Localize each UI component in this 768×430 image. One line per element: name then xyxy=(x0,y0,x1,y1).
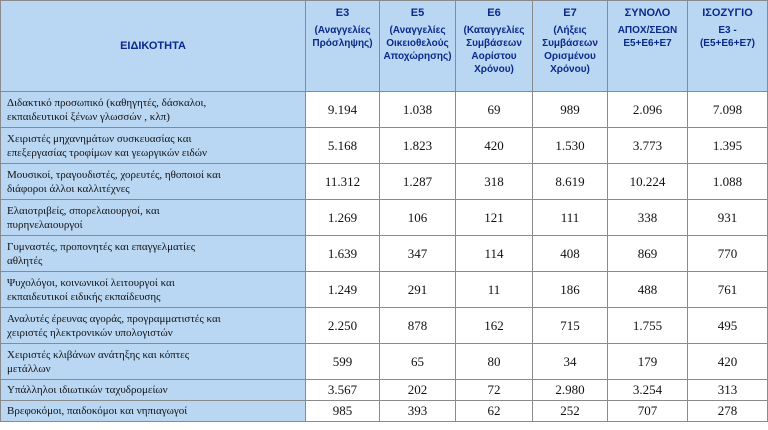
table-row xyxy=(1,128,768,164)
table-row xyxy=(1,401,768,422)
value-cell: 291 xyxy=(380,272,456,308)
value-cell: 2.096 xyxy=(608,92,688,128)
value-cell: 495 xyxy=(688,308,768,344)
specialty-label-line: Μουσικοί, τραγουδιστές, χορευτές, ηθοποιοί και xyxy=(7,168,221,181)
specialty-label xyxy=(1,272,306,308)
specialty-label xyxy=(1,308,306,344)
col-desc: ΑΠΟΧ/ΣΕΩΝ Ε5+Ε6+Ε7 xyxy=(617,25,678,49)
header-row xyxy=(1,1,768,92)
value-cell: 2.250 xyxy=(306,308,380,344)
specialty-label-line: εκπαιδευτικοί ξένων γλωσσών , κλπ) xyxy=(7,110,170,123)
specialty-label xyxy=(1,164,306,200)
col-code: Ε3 xyxy=(335,7,350,19)
value-cell: 1.395 xyxy=(688,128,768,164)
specialty-header: ΕΙΔΙΚΟΤΗΤΑ xyxy=(1,1,306,92)
table-row xyxy=(1,92,768,128)
value-cell: 488 xyxy=(608,272,688,308)
specialty-label xyxy=(1,380,306,401)
value-cell: 313 xyxy=(688,380,768,401)
table-row xyxy=(1,272,768,308)
value-cell: 8.619 xyxy=(533,164,608,200)
col-header-total xyxy=(608,1,688,92)
value-cell: 5.168 xyxy=(306,128,380,164)
value-cell: 9.194 xyxy=(306,92,380,128)
value-cell: 1.823 xyxy=(380,128,456,164)
specialty-label xyxy=(1,344,306,380)
col-desc: Ε3 - (Ε5+Ε6+Ε7) xyxy=(699,25,756,49)
value-cell: 707 xyxy=(608,401,688,422)
col-code: Ε6 xyxy=(487,7,501,19)
col-desc: (Αναγγελίες Οικειοθελούς Αποχώρησης) xyxy=(383,25,452,62)
value-cell: 3.254 xyxy=(608,380,688,401)
value-cell: 186 xyxy=(533,272,608,308)
value-cell: 69 xyxy=(456,92,533,128)
specialty-label-line: πυρηνελαιουργοί xyxy=(7,218,83,231)
table-row xyxy=(1,308,768,344)
specialty-label-line: Βρεφοκόμοι, παιδοκόμοι και νηπιαγωγοί xyxy=(7,405,188,417)
value-cell: 1.088 xyxy=(688,164,768,200)
value-cell: 420 xyxy=(688,344,768,380)
col-header-e5 xyxy=(380,1,456,92)
col-header-e6 xyxy=(456,1,533,92)
col-code: ΙΣΟΖΥΓΙΟ xyxy=(702,7,753,19)
value-cell: 408 xyxy=(533,236,608,272)
value-cell: 420 xyxy=(456,128,533,164)
value-cell: 318 xyxy=(456,164,533,200)
specialty-label-line: Διδακτικό προσωπικό (καθηγητές, δάσκαλοι, xyxy=(7,96,207,109)
specialty-label-line: χειριστές ηλεκτρονικών υπολογιστών xyxy=(7,326,173,339)
value-cell: 278 xyxy=(688,401,768,422)
value-cell: 114 xyxy=(456,236,533,272)
specialty-label-line: διάφοροι άλλοι καλλιτέχνες xyxy=(7,182,130,195)
col-code: Ε5 xyxy=(410,7,425,19)
specialty-label xyxy=(1,200,306,236)
specialty-label-line: αθλητές xyxy=(7,254,43,267)
col-header-e7 xyxy=(533,1,608,92)
value-cell: 715 xyxy=(533,308,608,344)
specialty-label-line: Γυμναστές, προπονητές και επαγγελματίες xyxy=(7,240,196,253)
value-cell: 878 xyxy=(380,308,456,344)
col-code: Ε7 xyxy=(563,7,577,19)
value-cell: 1.038 xyxy=(380,92,456,128)
value-cell: 761 xyxy=(688,272,768,308)
value-cell: 869 xyxy=(608,236,688,272)
value-cell: 252 xyxy=(533,401,608,422)
col-desc: (Αναγγελίες Πρόσληψης) xyxy=(312,25,373,49)
value-cell: 11.312 xyxy=(306,164,380,200)
value-cell: 62 xyxy=(456,401,533,422)
col-desc: (Καταγγελίες Συμβάσεων Αορίστου Χρόνου) xyxy=(463,25,525,75)
value-cell: 10.224 xyxy=(608,164,688,200)
specialty-label-line: Χειριστές μηχανημάτων συσκευασίας και xyxy=(7,132,192,145)
col-desc: (Λήξεις Συμβάσεων Ορισμένου Χρόνου) xyxy=(542,25,598,75)
value-cell: 931 xyxy=(688,200,768,236)
value-cell: 162 xyxy=(456,308,533,344)
value-cell: 34 xyxy=(533,344,608,380)
table-row xyxy=(1,164,768,200)
value-cell: 72 xyxy=(456,380,533,401)
col-header-e3 xyxy=(306,1,380,92)
value-cell: 1.287 xyxy=(380,164,456,200)
value-cell: 202 xyxy=(380,380,456,401)
table-row xyxy=(1,200,768,236)
value-cell: 3.773 xyxy=(608,128,688,164)
value-cell: 2.980 xyxy=(533,380,608,401)
specialty-label-line: Χειριστές κλιβάνων ανάτηξης και κόπτες xyxy=(7,348,190,361)
value-cell: 80 xyxy=(456,344,533,380)
value-cell: 121 xyxy=(456,200,533,236)
value-cell: 1.639 xyxy=(306,236,380,272)
specialty-label-line: μετάλλων xyxy=(7,362,51,375)
specialty-label-line: εκπαιδευτικοί ειδικής εκπαίδευσης xyxy=(7,290,161,303)
specialty-label xyxy=(1,401,306,422)
value-cell: 989 xyxy=(533,92,608,128)
value-cell: 393 xyxy=(380,401,456,422)
specialty-label xyxy=(1,236,306,272)
specialty-label-line: Ελαιοτριβείς, σπορελαιουργοί, και xyxy=(7,204,160,217)
specialty-label-line: Υπάλληλοι ιδιωτικών ταχυδρομείων xyxy=(7,384,168,396)
value-cell: 11 xyxy=(456,272,533,308)
specialty-label xyxy=(1,128,306,164)
value-cell: 106 xyxy=(380,200,456,236)
specialty-label-line: Ψυχολόγοι, κοινωνικοί λειτουργοί και xyxy=(7,276,175,289)
value-cell: 111 xyxy=(533,200,608,236)
value-cell: 3.567 xyxy=(306,380,380,401)
value-cell: 985 xyxy=(306,401,380,422)
value-cell: 599 xyxy=(306,344,380,380)
value-cell: 1.249 xyxy=(306,272,380,308)
table-row xyxy=(1,344,768,380)
value-cell: 65 xyxy=(380,344,456,380)
value-cell: 347 xyxy=(380,236,456,272)
specialty-label-line: Αναλυτές έρευνας αγοράς, προγραμματιστές και xyxy=(7,312,221,325)
value-cell: 1.269 xyxy=(306,200,380,236)
value-cell: 338 xyxy=(608,200,688,236)
value-cell: 770 xyxy=(688,236,768,272)
value-cell: 179 xyxy=(608,344,688,380)
col-header-balance xyxy=(688,1,768,92)
specialty-label xyxy=(1,92,306,128)
value-cell: 7.098 xyxy=(688,92,768,128)
value-cell: 1.755 xyxy=(608,308,688,344)
table-row xyxy=(1,236,768,272)
specialty-label-line: επεξεργασίας τροφίμων και γεωργικών ειδών xyxy=(7,146,207,159)
value-cell: 1.530 xyxy=(533,128,608,164)
col-code: ΣΥΝΟΛΟ xyxy=(624,7,671,19)
table-row xyxy=(1,380,768,401)
